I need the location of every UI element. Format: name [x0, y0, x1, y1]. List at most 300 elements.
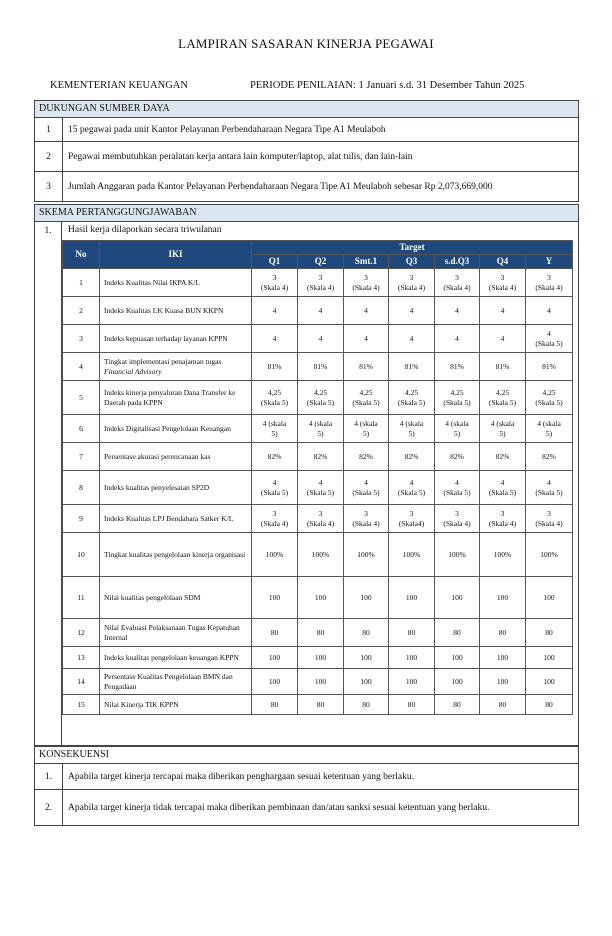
- target-cell: [344, 533, 389, 577]
- row-indicator: [100, 269, 252, 297]
- target-cell: [526, 577, 573, 619]
- row-indicator: [100, 619, 252, 647]
- target-cell: [344, 505, 389, 533]
- indicator-text: Indeks Kualitas Nilai IKPA K/L: [104, 277, 200, 287]
- row-number: 12: [63, 619, 100, 647]
- target-value: 80: [270, 627, 279, 637]
- indicator-text: Nilai Kinerja TIK KPPN: [104, 699, 179, 709]
- target-value: 100: [314, 676, 327, 686]
- target-value: 100: [314, 652, 327, 662]
- table-row: [63, 619, 573, 647]
- target-cell: [526, 619, 573, 647]
- dukungan-section: [34, 100, 579, 202]
- target-cell: [389, 647, 435, 669]
- target-value: 4: [409, 333, 414, 343]
- target-scale: (Skala 4): [397, 282, 426, 292]
- target-scale: (Skala 4): [306, 282, 335, 292]
- header-target: Target: [252, 241, 573, 255]
- target-value: 100%: [402, 549, 421, 559]
- target-cell: [298, 471, 344, 505]
- target-scale: (Skala 4): [535, 518, 563, 528]
- target-cell: [252, 669, 298, 695]
- target-value: 4: [547, 329, 551, 339]
- target-value: 100: [543, 652, 555, 662]
- target-cell: [435, 443, 480, 471]
- target-cell: [480, 619, 526, 647]
- target-value: 3: [318, 509, 323, 519]
- row-number: 15: [63, 695, 100, 715]
- row-indicator: [100, 415, 252, 443]
- target-scale: (Skala 5): [260, 487, 289, 497]
- table-row: [63, 505, 573, 533]
- target-value: 4: [547, 305, 551, 315]
- indicator-text: Indeks kualitas pengelolaan keuangan KPPN: [104, 652, 239, 662]
- target-cell: [252, 619, 298, 647]
- target-cell: [435, 619, 480, 647]
- target-cell: [389, 471, 435, 505]
- target-value: 4: [318, 305, 323, 315]
- target-value: 4,25: [450, 388, 464, 398]
- header-no: No: [63, 241, 100, 269]
- target-cell: [480, 533, 526, 577]
- target-cell: [298, 297, 344, 325]
- target-scale: (Skala 5): [443, 487, 471, 497]
- target-cell: [298, 533, 344, 577]
- target-value: 100: [543, 592, 555, 602]
- target-cell: [526, 695, 573, 715]
- target-cell: [252, 647, 298, 669]
- target-value: 100%: [357, 549, 375, 559]
- dukungan-heading: DUKUNGAN SUMBER DAYA: [34, 100, 579, 118]
- dukungan-item-number: 2: [35, 142, 63, 171]
- target-value: 3: [409, 509, 414, 519]
- target-cell: [252, 695, 298, 715]
- target-value: 4: [272, 478, 277, 488]
- target-value: 3: [500, 509, 505, 519]
- indicator-text: Indeks Kualitas LPJ Bendahara Satker K/L: [104, 513, 234, 523]
- target-scale: (Skala 5): [535, 397, 563, 407]
- target-cell: [252, 269, 298, 297]
- table-row: [63, 533, 573, 577]
- target-cell: [344, 471, 389, 505]
- table-row: [63, 443, 573, 471]
- target-cell: [298, 269, 344, 297]
- target-value: 100: [314, 592, 327, 602]
- target-value: 4: [364, 478, 368, 488]
- target-scale: (Skala 5): [260, 397, 289, 407]
- target-value: 3: [455, 273, 459, 283]
- indicator-text: Indeks kinerja penyaluran Dana Transfer ke Daerah pada KPPN: [104, 388, 236, 407]
- target-cell: [435, 577, 480, 619]
- target-value: 100: [268, 652, 281, 662]
- target-value: 4,25: [359, 388, 373, 398]
- target-cell: [435, 297, 480, 325]
- institution-name: KEMENTERIAN KEUANGAN: [50, 80, 188, 91]
- target-cell: [389, 443, 435, 471]
- skema-number-column: [35, 222, 62, 745]
- table-row: [63, 471, 573, 505]
- row-number: 4: [63, 353, 100, 381]
- header-period: Y: [526, 255, 573, 269]
- target-cell: [480, 443, 526, 471]
- indicator-text: Indeks kualitas penyelesaian SP2D: [104, 482, 210, 492]
- row-number: 5: [63, 381, 100, 415]
- target-cell: [526, 297, 573, 325]
- target-cell: [389, 297, 435, 325]
- target-cell: [526, 443, 573, 471]
- dukungan-item-text: Pegawai membutuhkan peralatan kerja antara lain komputer/laptop, alat tulis, dan lain-lain: [68, 151, 413, 162]
- skema-subtitle: Hasil kerja dilaporkan secara triwulanan: [68, 225, 222, 235]
- target-value: 4: [500, 333, 505, 343]
- target-value: 100%: [540, 549, 558, 559]
- target-value: 4: [364, 333, 368, 343]
- table-row: [63, 695, 573, 715]
- target-cell: [435, 381, 480, 415]
- target-value: 82%: [450, 451, 464, 461]
- target-value: 81%: [495, 361, 510, 371]
- target-cell: [526, 471, 573, 505]
- indicator-text: Nilai kualitas pengelolaan SDM: [104, 592, 201, 602]
- target-cell: [344, 353, 389, 381]
- dukungan-item-text: Jumlah Anggaran pada Kantor Pelayanan Perbendaharaan Negara Tipe A1 Meulaboh sebesar Rp 2,073,669,000: [68, 181, 493, 192]
- indicator-text: Tingkat implementasi penajaman tugas: [104, 357, 222, 367]
- header-iki: IKI: [100, 241, 252, 269]
- target-cell: [252, 443, 298, 471]
- target-cell: [435, 647, 480, 669]
- target-cell: [435, 471, 480, 505]
- target-value: 4,25: [495, 388, 510, 398]
- target-value: 80: [407, 699, 416, 709]
- target-cell: [526, 353, 573, 381]
- skema-section-header: [34, 204, 579, 222]
- target-cell: [344, 577, 389, 619]
- target-scale: (Skala 4): [260, 282, 289, 292]
- target-cell: [435, 269, 480, 297]
- indicator-italic-text: Financial Advisory: [104, 366, 162, 376]
- target-value: 4,25: [542, 388, 556, 398]
- target-value: 3: [547, 273, 551, 283]
- table-row: [63, 577, 573, 619]
- target-scale: (Skala4): [398, 518, 425, 528]
- target-value: 82%: [267, 451, 282, 461]
- target-value: 100: [360, 592, 372, 602]
- header-period: Q2: [298, 255, 344, 269]
- target-scale: (Skala 5): [488, 487, 517, 497]
- target-scale: 5): [362, 428, 370, 438]
- target-value: 4: [455, 305, 459, 315]
- target-scale: (Skala 4): [443, 282, 471, 292]
- target-cell: [344, 647, 389, 669]
- konsekuensi-item-number: 1.: [35, 764, 63, 789]
- target-scale: (Skala 5): [535, 338, 563, 348]
- indicator-text: Indeks Kualitas LK Kuasa BUN KKPN: [104, 305, 224, 315]
- target-scale: (Skala 5): [535, 487, 563, 497]
- target-value: 100: [496, 592, 509, 602]
- target-cell: [480, 415, 526, 443]
- target-cell: [480, 269, 526, 297]
- row-number: 13: [63, 647, 100, 669]
- target-value: 100: [405, 676, 418, 686]
- target-value: 4: [455, 478, 459, 488]
- target-scale: (Skala 4): [260, 518, 289, 528]
- target-value: 3: [364, 273, 368, 283]
- target-cell: [344, 443, 389, 471]
- target-value: 80: [407, 627, 416, 637]
- target-value: 3: [318, 273, 323, 283]
- target-scale: 5): [545, 428, 553, 438]
- target-value: 4,25: [313, 388, 328, 398]
- target-cell: [435, 669, 480, 695]
- target-value: 3: [547, 509, 551, 519]
- konsekuensi-item: [34, 764, 579, 790]
- row-number: 8: [63, 471, 100, 505]
- table-row: [63, 325, 573, 353]
- target-value: 4: [500, 478, 505, 488]
- indicator-text: Persentase Kualitas Pengelolaan BMN dan Pengadaan: [104, 672, 233, 691]
- iki-table: [62, 240, 573, 715]
- konsekuensi-item-number: 2.: [35, 790, 63, 825]
- target-value: 80: [316, 627, 325, 637]
- target-value: 100: [405, 592, 418, 602]
- target-value: 3: [455, 509, 459, 519]
- table-row: [63, 353, 573, 381]
- header-period: Q1: [252, 255, 298, 269]
- target-cell: [298, 505, 344, 533]
- konsekuensi-item-text: Apabila target kinerja tercapai maka diberikan penghargaan sesuai ketentuan yang berlaku.: [68, 771, 414, 782]
- target-value: 80: [545, 627, 553, 637]
- target-cell: [344, 415, 389, 443]
- target-cell: [344, 297, 389, 325]
- target-value: 80: [270, 699, 279, 709]
- target-value: 82%: [495, 451, 510, 461]
- target-cell: [298, 443, 344, 471]
- target-scale: (Skala 5): [397, 487, 426, 497]
- indicator-text: Indeks Digitalisasi Pengelolaan Keuangan: [104, 423, 231, 433]
- target-value: 80: [316, 699, 325, 709]
- table-row: [63, 381, 573, 415]
- row-number: 7: [63, 443, 100, 471]
- row-number: 1: [63, 269, 100, 297]
- target-value: 82%: [404, 451, 419, 461]
- target-value: 4: [409, 478, 414, 488]
- target-value: 100: [268, 676, 281, 686]
- target-scale: (Skala 4): [535, 282, 563, 292]
- target-value: 4: [318, 478, 323, 488]
- target-value: 81%: [450, 361, 464, 371]
- target-cell: [480, 381, 526, 415]
- indicator-text: Persentase akurasi perencanaan kas: [104, 451, 211, 461]
- target-scale: 5): [271, 428, 278, 438]
- target-cell: [435, 353, 480, 381]
- target-value: 100%: [265, 549, 284, 559]
- target-cell: [480, 325, 526, 353]
- row-indicator: [100, 577, 252, 619]
- target-cell: [480, 647, 526, 669]
- target-scale: (Skala 5): [352, 397, 380, 407]
- target-cell: [252, 471, 298, 505]
- dukungan-item-number: 3: [35, 172, 63, 201]
- target-value: 4: [272, 333, 277, 343]
- table-row: [63, 415, 573, 443]
- konsekuensi-section: [34, 746, 579, 826]
- target-cell: [480, 669, 526, 695]
- header-period: Smt.1: [344, 255, 389, 269]
- target-value: 81%: [313, 361, 328, 371]
- header-period: Q3: [389, 255, 435, 269]
- target-cell: [526, 533, 573, 577]
- target-cell: [389, 353, 435, 381]
- target-value: 100: [360, 652, 372, 662]
- row-number: 9: [63, 505, 100, 533]
- row-indicator: [100, 443, 252, 471]
- target-scale: 5): [317, 428, 324, 438]
- target-cell: [344, 325, 389, 353]
- indicator-text: Nilai Evaluasi Pelaksanaan Tugas Kepatuhan Internal: [104, 623, 240, 642]
- target-value: 4 (skala: [262, 419, 287, 429]
- target-cell: [344, 381, 389, 415]
- target-scale: (Skala 5): [306, 397, 335, 407]
- target-cell: [298, 647, 344, 669]
- target-cell: [435, 415, 480, 443]
- target-cell: [298, 415, 344, 443]
- target-value: 100: [451, 592, 463, 602]
- target-cell: [298, 353, 344, 381]
- target-value: 81%: [404, 361, 419, 371]
- row-indicator: [100, 533, 252, 577]
- target-value: 4 (skala: [354, 419, 378, 429]
- header-period: s.d.Q3: [435, 255, 480, 269]
- target-cell: [389, 619, 435, 647]
- target-cell: [480, 471, 526, 505]
- target-value: 100%: [493, 549, 512, 559]
- target-cell: [298, 669, 344, 695]
- target-cell: [435, 533, 480, 577]
- row-number: 2: [63, 297, 100, 325]
- target-value: 80: [545, 699, 553, 709]
- target-value: 4 (skala: [399, 419, 424, 429]
- target-cell: [298, 577, 344, 619]
- target-value: 80: [362, 627, 370, 637]
- target-cell: [526, 669, 573, 695]
- row-indicator: [100, 505, 252, 533]
- table-row: [63, 297, 573, 325]
- target-value: 4,25: [267, 388, 282, 398]
- row-number: 6: [63, 415, 100, 443]
- target-cell: [389, 505, 435, 533]
- target-scale: (Skala 5): [352, 487, 380, 497]
- target-value: 3: [272, 509, 277, 519]
- indicator-text: Indeks kepuasan terhadap layanan KPPN: [104, 333, 228, 343]
- target-scale: 5): [453, 428, 461, 438]
- target-scale: (Skala 4): [352, 282, 380, 292]
- target-scale: (Skala 5): [443, 397, 471, 407]
- target-value: 4: [364, 305, 368, 315]
- target-value: 3: [272, 273, 277, 283]
- row-indicator: [100, 297, 252, 325]
- target-value: 100: [451, 676, 463, 686]
- target-value: 80: [498, 699, 507, 709]
- table-row: [63, 669, 573, 695]
- target-cell: [526, 505, 573, 533]
- target-cell: [389, 669, 435, 695]
- konsekuensi-item-text: Apabila target kinerja tidak tercapai maka diberikan pembinaan dan/atau sanksi sesuai ketentuan yang berlaku.: [68, 802, 490, 813]
- target-scale: (Skala 5): [488, 397, 517, 407]
- target-cell: [252, 533, 298, 577]
- target-scale: (Skala 4): [306, 518, 335, 528]
- target-cell: [298, 695, 344, 715]
- target-value: 81%: [267, 361, 282, 371]
- target-cell: [298, 619, 344, 647]
- target-value: 4: [455, 333, 459, 343]
- target-value: 4: [500, 305, 505, 315]
- target-cell: [389, 533, 435, 577]
- target-cell: [252, 325, 298, 353]
- target-cell: [526, 325, 573, 353]
- row-indicator: [100, 669, 252, 695]
- target-cell: [526, 381, 573, 415]
- row-indicator: [100, 471, 252, 505]
- target-value: 4: [318, 333, 323, 343]
- target-cell: [435, 695, 480, 715]
- target-value: 100: [496, 676, 509, 686]
- target-scale: (Skala 5): [306, 487, 335, 497]
- row-indicator: [100, 325, 252, 353]
- target-cell: [298, 381, 344, 415]
- target-cell: [480, 353, 526, 381]
- row-number: 11: [63, 577, 100, 619]
- row-indicator: [100, 647, 252, 669]
- dukungan-item: [34, 142, 579, 172]
- row-number: 3: [63, 325, 100, 353]
- target-cell: [252, 381, 298, 415]
- target-value: 4,25: [404, 388, 419, 398]
- target-value: 82%: [359, 451, 373, 461]
- target-cell: [252, 297, 298, 325]
- target-value: 80: [362, 699, 370, 709]
- target-scale: (Skala 4): [488, 518, 517, 528]
- target-value: 80: [498, 627, 507, 637]
- row-number: 14: [63, 669, 100, 695]
- target-value: 4 (skala: [537, 419, 561, 429]
- document-title: LAMPIRAN SASARAN KINERJA PEGAWAI: [178, 36, 434, 51]
- target-value: 100%: [311, 549, 330, 559]
- target-cell: [435, 325, 480, 353]
- target-cell: [389, 325, 435, 353]
- target-value: 100: [543, 676, 555, 686]
- target-cell: [252, 505, 298, 533]
- skema-heading: SKEMA PERTANGGUNGJAWABAN: [34, 204, 579, 222]
- target-value: 100: [405, 652, 418, 662]
- target-cell: [480, 577, 526, 619]
- target-value: 100: [451, 652, 463, 662]
- target-value: 4 (skala: [490, 419, 515, 429]
- target-value: 82%: [313, 451, 328, 461]
- target-scale: (Skala 4): [352, 518, 380, 528]
- target-cell: [252, 353, 298, 381]
- target-scale: (Skala 4): [443, 518, 471, 528]
- target-scale: 5): [499, 428, 506, 438]
- target-value: 81%: [542, 361, 556, 371]
- target-cell: [526, 415, 573, 443]
- table-row: [63, 647, 573, 669]
- dukungan-item: [34, 118, 579, 142]
- target-value: 4 (skala: [445, 419, 469, 429]
- target-value: 4: [547, 478, 551, 488]
- target-value: 4: [409, 305, 414, 315]
- row-indicator: [100, 381, 252, 415]
- target-cell: [344, 669, 389, 695]
- target-cell: [480, 505, 526, 533]
